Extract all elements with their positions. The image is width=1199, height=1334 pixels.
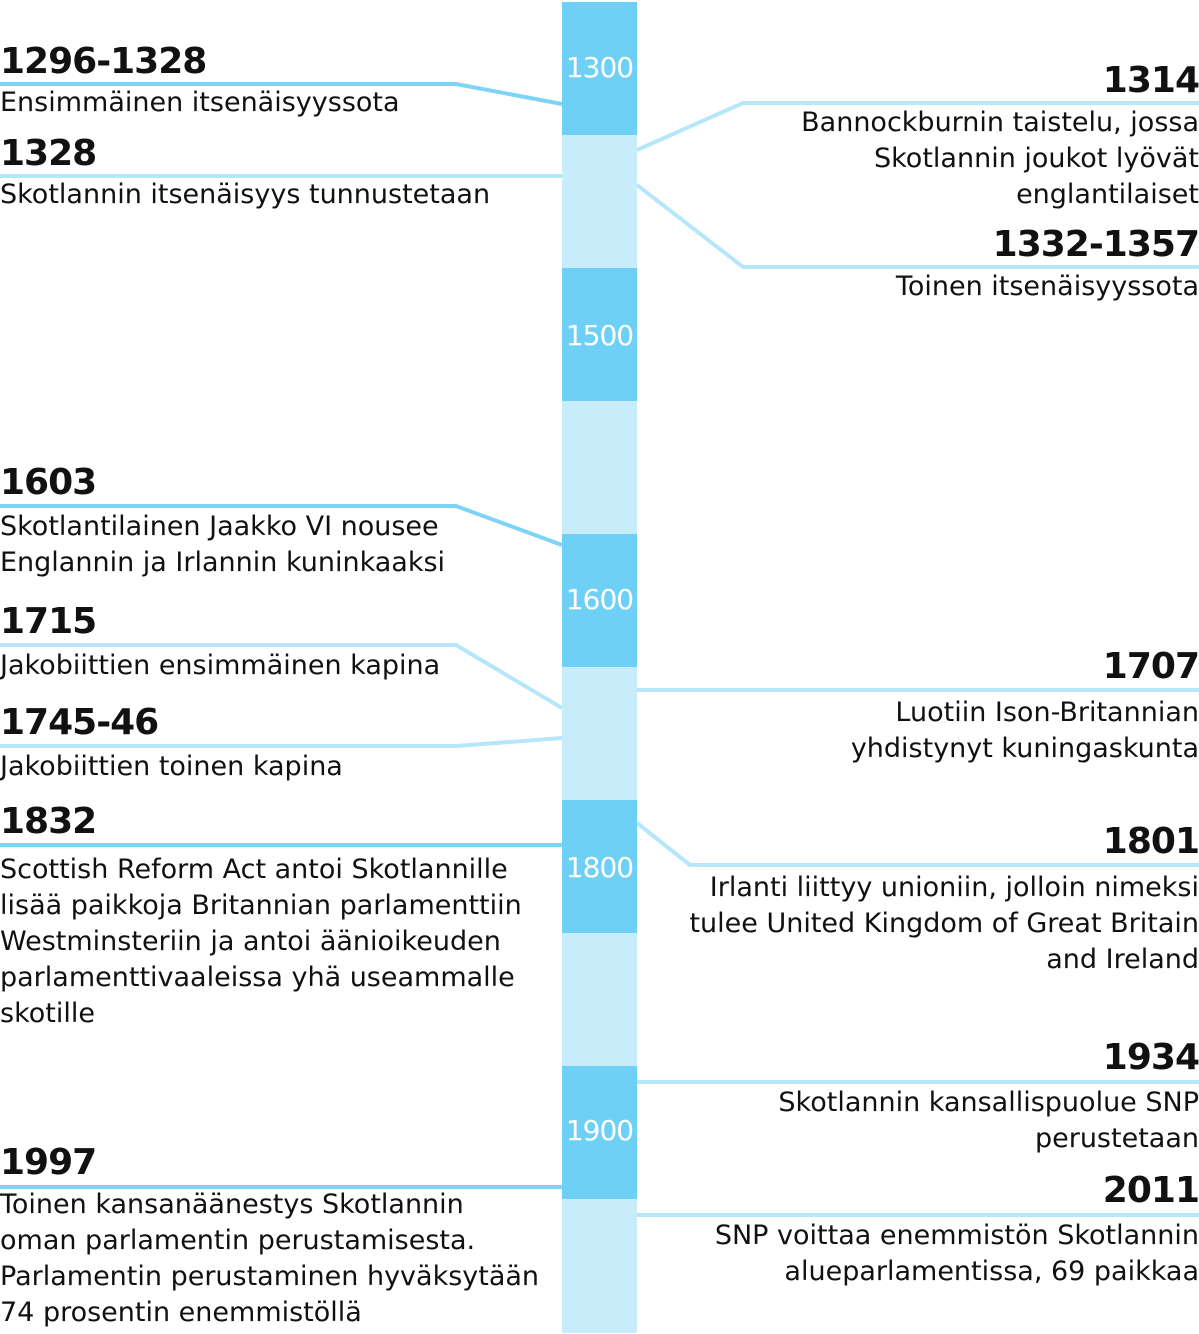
event-1934 — [778, 1038, 1199, 1157]
event-1603 — [0, 463, 445, 581]
event-1296-1328 — [0, 42, 400, 121]
event-year: 1934 — [1102, 1037, 1199, 1078]
event-year: 1603 — [0, 462, 97, 503]
event-description: Toinen kansanäänestys Skotlannin oman parlamentin perustamisesta. Parlamentin perustaminen hyväksytään 74 prosentin enemmistöllä — [0, 1189, 540, 1328]
event-year: 1801 — [1102, 821, 1199, 862]
event-description: Jakobiittien ensimmäinen kapina — [0, 650, 441, 681]
event-year: 1332-1357 — [992, 224, 1199, 265]
event-1832 — [0, 802, 522, 1032]
event-description: Skotlannin kansallispuolue SNP perustetaan — [778, 1087, 1199, 1154]
century-label-1300: 1300 — [565, 51, 634, 84]
event-description: Jakobiittien toinen kapina — [0, 751, 343, 782]
event-description: Skotlannin itsenäisyys tunnustetaan — [0, 179, 491, 210]
event-description: Ensimmäinen itsenäisyyssota — [0, 87, 400, 118]
bar-segment-1700 — [562, 667, 637, 800]
event-year: 1745-46 — [0, 702, 159, 743]
event-1715 — [0, 602, 440, 684]
event-description: Luotiin Ison-Britannian yhdistynyt kuningaskunta — [850, 697, 1199, 764]
event-year: 1707 — [1102, 646, 1199, 687]
event-1801 — [689, 822, 1199, 978]
event-year: 2011 — [1102, 1170, 1199, 1211]
event-2011 — [715, 1171, 1199, 1290]
bar-segment-1400 — [562, 135, 637, 268]
event-description: Bannockburnin taistelu, jossa Skotlannin joukot lyövät englantilaiset — [801, 107, 1199, 210]
century-label-1900: 1900 — [565, 1114, 634, 1147]
event-year: 1832 — [0, 801, 97, 842]
event-1997 — [0, 1143, 539, 1331]
bar-segment-2000 — [562, 1199, 637, 1333]
event-1314 — [801, 61, 1199, 213]
event-description: Skotlantilainen Jaakko VI nousee Englannin ja Irlannin kuninkaaksi — [0, 511, 446, 578]
bar-segment-1550 — [562, 401, 637, 534]
event-description: Scottish Reform Act antoi Skotlannille lisää paikkoja Britannian parlamenttiin Westminsteriin ja antoi äänioikeuden parlamenttivaaleissa yhä useammalle skotille — [0, 854, 522, 1029]
event-1745-46 — [0, 703, 343, 785]
event-year: 1328 — [0, 133, 97, 174]
event-1328 — [0, 134, 490, 213]
event-year: 1997 — [0, 1142, 97, 1183]
event-year: 1314 — [1102, 60, 1199, 101]
event-1332-1357 — [896, 225, 1199, 305]
century-label-1600: 1600 — [565, 583, 634, 616]
event-description: SNP voittaa enemmistön Skotlannin alueparlamentissa, 69 paikkaa — [714, 1220, 1199, 1287]
event-description: Toinen itsenäisyyssota — [895, 271, 1199, 302]
event-year: 1715 — [0, 601, 97, 642]
century-label-1800: 1800 — [565, 851, 634, 884]
event-year: 1296-1328 — [0, 41, 207, 82]
event-description: Irlanti liittyy unioniin, jolloin nimeksi tulee United Kingdom of Great Britain and Ireland — [689, 872, 1199, 975]
event-1707 — [851, 647, 1199, 767]
bar-segment-1850 — [562, 933, 637, 1066]
century-label-1500: 1500 — [565, 319, 634, 352]
